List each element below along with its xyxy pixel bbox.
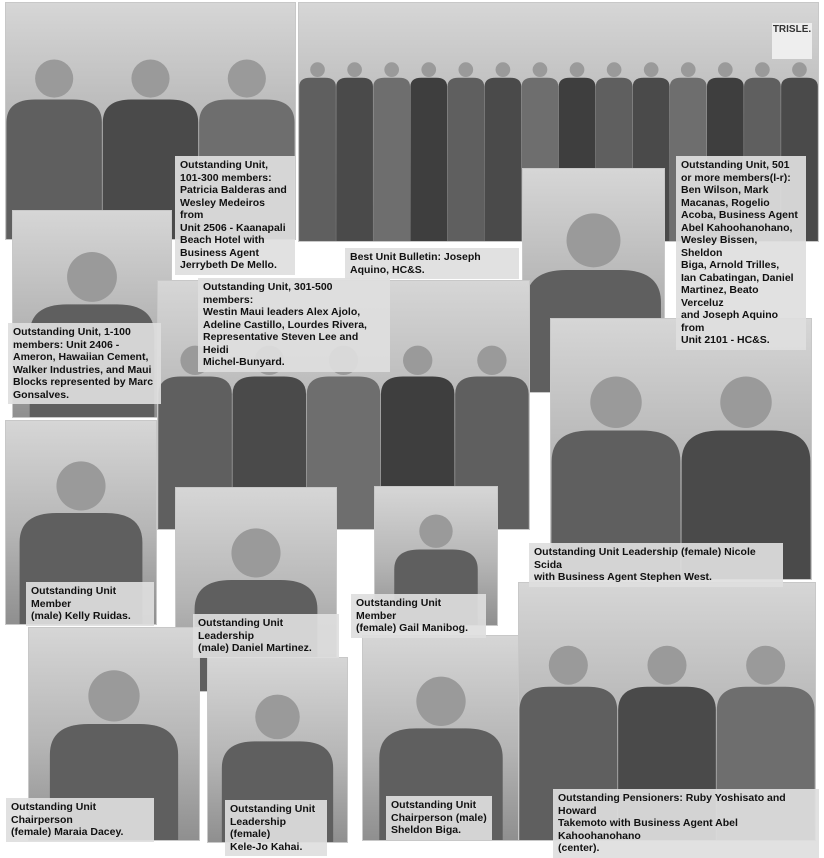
person-head (231, 528, 280, 577)
person-head (720, 376, 771, 427)
person-head (607, 62, 622, 77)
person-head (403, 346, 432, 375)
caption-outstanding-unit-301-500: Outstanding Unit, 301-500 members: Westin Maui leaders Alex Ajolo, Adeline Castillo, Lourdes Rivera, Representative Steven Lee and Heidi Michel-Bunyard. (198, 278, 390, 372)
person-body (485, 78, 522, 241)
person-body (299, 78, 336, 241)
caption-unit-leadership-male: Outstanding Unit Leadership (male) Daniel Martinez. (193, 614, 339, 658)
person-head (255, 695, 300, 740)
person-head (416, 677, 465, 726)
person-head (681, 62, 696, 77)
caption-outstanding-unit-1-100: Outstanding Unit, 1-100 members: Unit 2406 - Ameron, Hawaiian Cement, Walker Industries, and Maui Blocks represented by Marc Gonsalves. (8, 323, 161, 404)
wall-sign: TRISLE. (772, 23, 812, 59)
person-head (419, 514, 452, 547)
person-head (347, 62, 362, 77)
caption-unit-leadership-female-nicole: Outstanding Unit Leadership (female) Nicole Scida with Business Agent Stephen West. (529, 543, 783, 587)
person-head (792, 62, 807, 77)
person-head (590, 376, 641, 427)
photo-unit-leadership-female (550, 318, 812, 580)
caption-outstanding-pensioners: Outstanding Pensioners: Ruby Yoshisato and Howard Takemoto with Business Agent Abel Kahoohanohano (center). (553, 789, 819, 858)
caption-best-unit-bulletin: Best Unit Bulletin: Joseph Aquino, HC&S. (345, 248, 519, 279)
caption-outstanding-unit-101-300: Outstanding Unit, 101-300 members: Patricia Balderas and Wesley Medeiros from Unit 2506 - Kaanapali Beach Hotel with Business Agent Jerrybeth De Mello. (175, 156, 295, 275)
caption-unit-chairperson-female: Outstanding Unit Chairperson (female) Maraia Dacey. (6, 798, 154, 842)
person-head (35, 59, 73, 97)
caption-unit-member-female: Outstanding Unit Member (female) Gail Manibog. (351, 594, 486, 638)
person-head (567, 213, 621, 267)
person-head (56, 461, 105, 510)
person-head (384, 62, 399, 77)
person-body (373, 78, 410, 241)
caption-unit-member-male: Outstanding Unit Member (male) Kelly Ruidas. (26, 582, 154, 626)
person-head (88, 670, 139, 721)
person-head (755, 62, 770, 77)
person-head (67, 252, 117, 302)
caption-outstanding-unit-501-plus: Outstanding Unit, 501 or more members(l-r): Ben Wilson, Mark Macanas, Rogelio Acoba, Business Agent Abel Kahoohanohano, Wesley Bissen, Sheldon Biga, Arnold Trilles, Ian Cabatingan, Daniel Martinez, Beato Verceluz and Joseph Aquino from Unit 2101 - HC&S. (676, 156, 806, 350)
person-head (549, 646, 588, 685)
person-body (336, 78, 373, 241)
person-head (458, 62, 473, 77)
person-head (746, 646, 785, 685)
person-head (496, 62, 511, 77)
person-head (421, 62, 436, 77)
caption-unit-chairperson-male: Outstanding Unit Chairperson (male) Sheldon Biga. (386, 796, 492, 840)
person-head (644, 62, 659, 77)
caption-unit-leadership-female-kele-jo: Outstanding Unit Leadership (female) Kele-Jo Kahai. (225, 800, 327, 856)
person-head (477, 346, 506, 375)
person-head (570, 62, 585, 77)
photo-people-figures (551, 319, 811, 579)
person-head (228, 59, 266, 97)
person-head (131, 59, 169, 97)
person-body (447, 78, 484, 241)
person-head (647, 646, 686, 685)
person-body (410, 78, 447, 241)
person-head (533, 62, 548, 77)
person-head (310, 62, 325, 77)
person-head (718, 62, 733, 77)
